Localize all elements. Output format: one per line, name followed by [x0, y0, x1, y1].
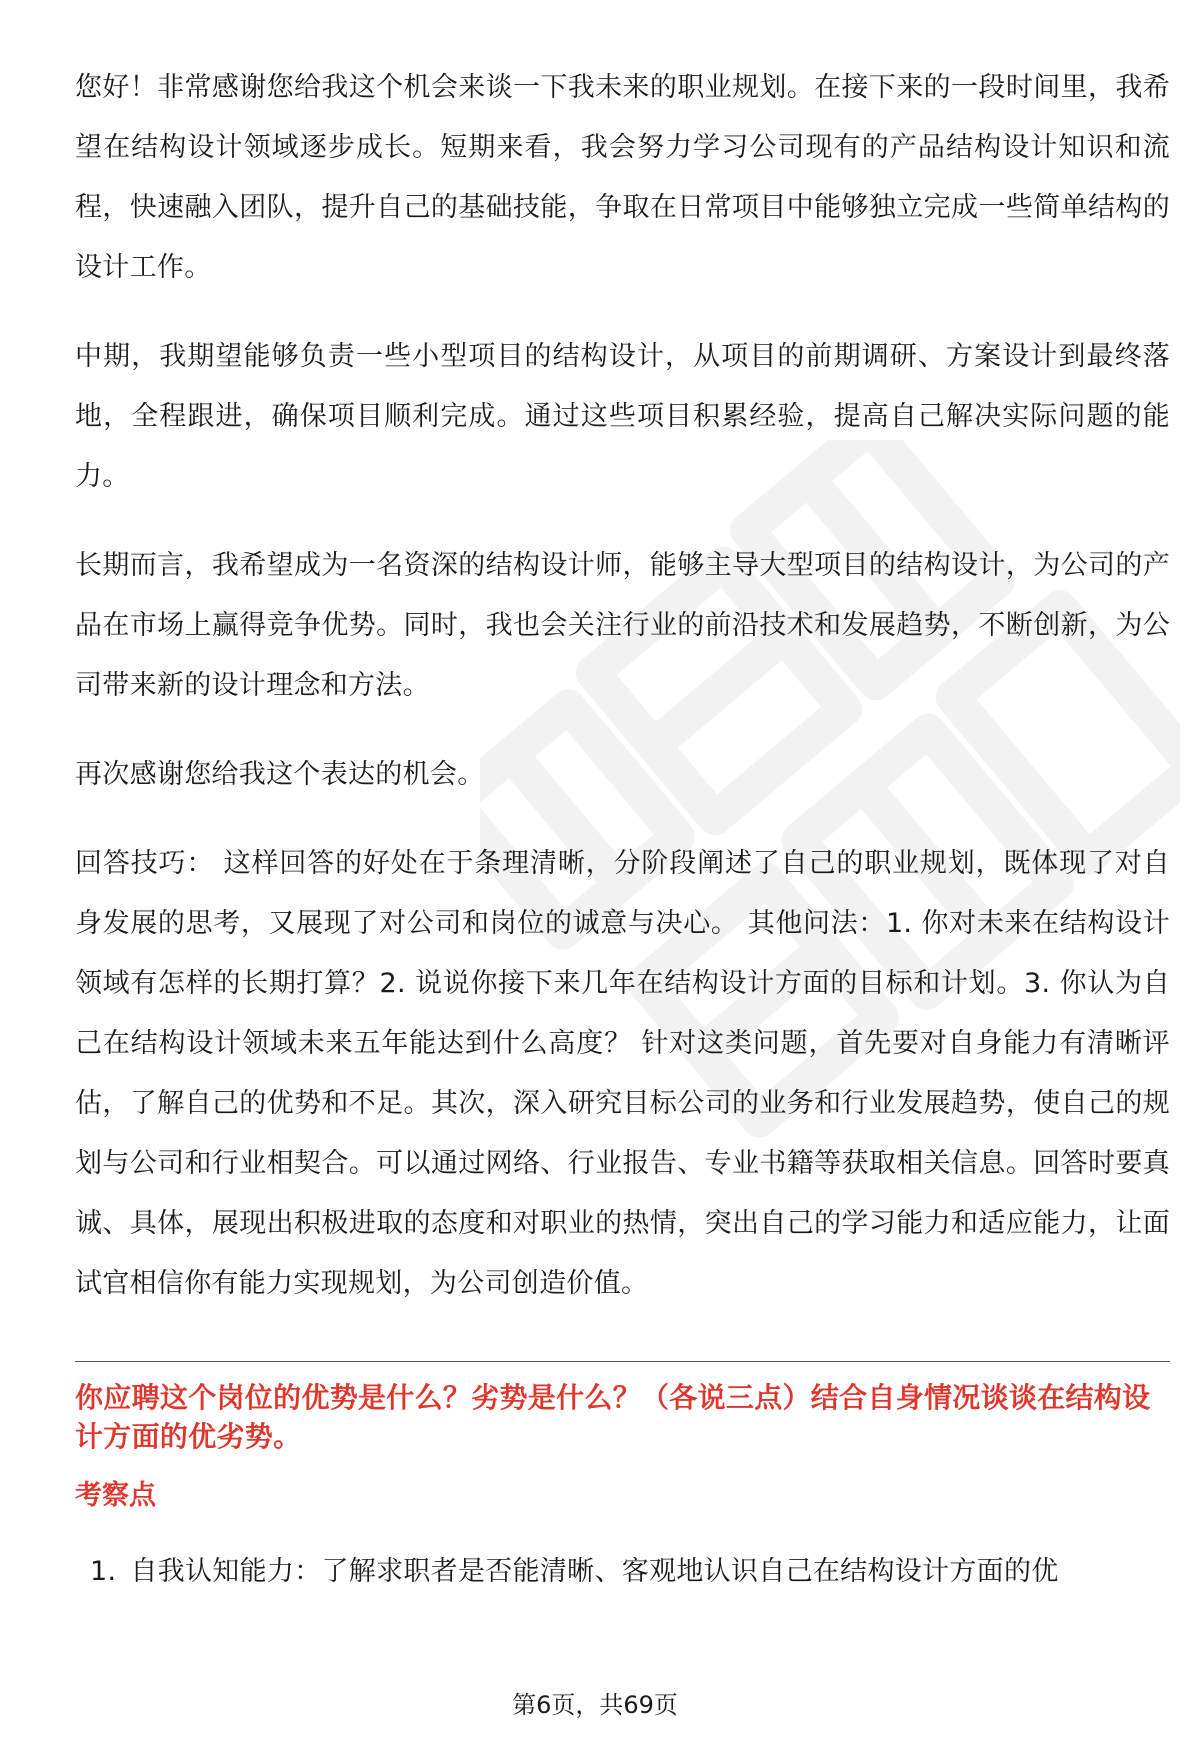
section-label: 考察点	[75, 1480, 156, 1511]
page-number: 第6页，共69页	[512, 1691, 678, 1719]
list-item	[75, 1542, 1170, 1602]
list-item-text: 自我认知能力：了解求职者是否能清晰、客观地认识自己在结构设计方面的优	[130, 1556, 1059, 1587]
list-item-number: 1.	[90, 1556, 117, 1587]
paragraph-thanks: 再次感谢您给我这个表达的机会。	[75, 759, 485, 790]
paragraph-long-term: 长期而言，我希望成为一名资深的结构设计师，能够主导大型项目的结构设计，为公司的产品在市场上赢得竞争优势。同时，我也会关注行业的前沿技术和发展趋势，不断创新，为公司带来新的设计理念和方法。	[75, 550, 1170, 701]
paragraph-short-term: 您好！非常感谢您给我这个机会来谈一下我未来的职业规划。在接下来的一段时间里，我希望在结构设计领域逐步成长。短期来看，我会努力学习公司现有的产品结构设计知识和流程，快速融入团队，提升自己的基础技能，争取在日常项目中能够独立完成一些简单结构的设计工作。	[75, 72, 1170, 283]
section-divider	[75, 1361, 1170, 1362]
page-content	[75, 58, 1170, 1602]
question-heading: 你应聘这个岗位的优势是什么？劣势是什么？（各说三点）结合自身情况谈谈在结构设计方面的优劣势。	[75, 1381, 1151, 1453]
paragraph-mid-term: 中期，我期望能够负责一些小型项目的结构设计，从项目的前期调研、方案设计到最终落地，全程跟进，确保项目顺利完成。通过这些项目积累经验，提高自己解决实际问题的能力。	[75, 341, 1170, 492]
paragraph-answer-tips: 回答技巧： 这样回答的好处在于条理清晰，分阶段阐述了自己的职业规划，既体现了对自身发展的思考，又展现了对公司和岗位的诚意与决心。 其他问法：1. 你对未来在结构设计领域有怎样的长期打算？2. 说说你接下来几年在结构设计方面的目标和计划。3. 你认为自己在结构设计领域未来五年能达到什么高度？ 针对这类问题，首先要对自身能力有清晰评估，了解自己的优势和不足。其次，深入研究目标公司的业务和行业发展趋势，使自己的规划与公司和行业相契合。可以通过网络、行业报告、专业书籍等获取相关信息。回答时要真诚、具体，展现出积极进取的态度和对职业的热情，突出自己的学习能力和适应能力，让面试官相信你有能力实现规划，为公司创造价值。	[75, 848, 1170, 1299]
assessment-list	[75, 1542, 1170, 1602]
